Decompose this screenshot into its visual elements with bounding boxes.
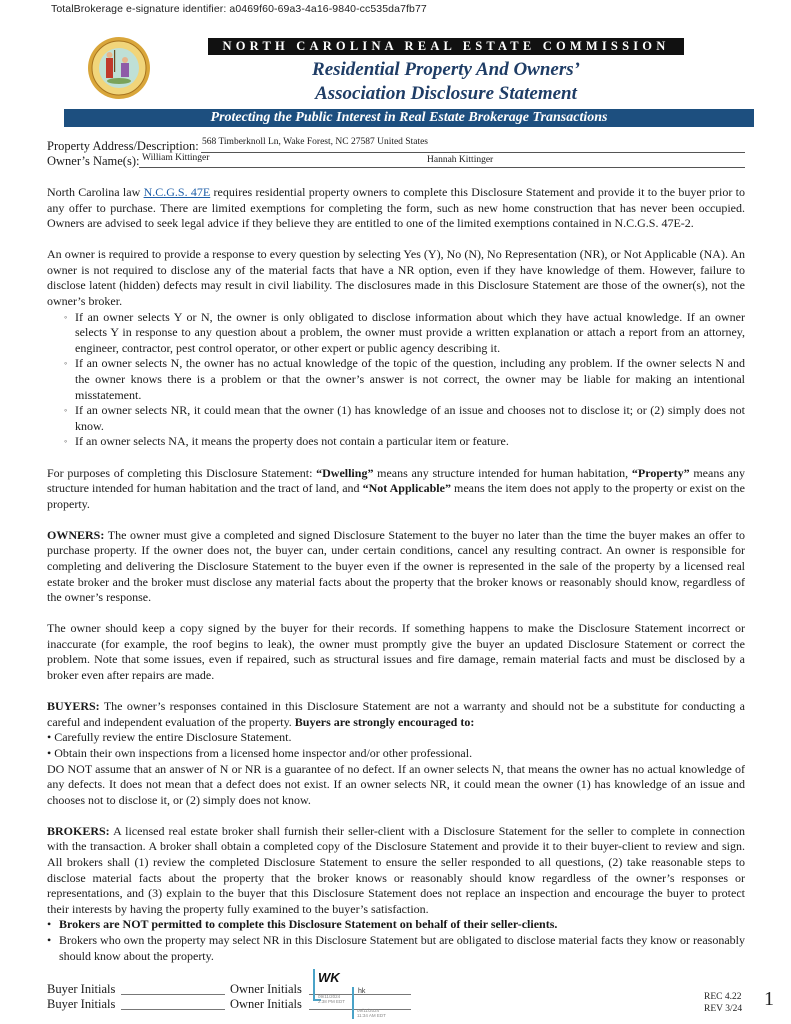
timestamp-time: 2:38 PM EDT: [318, 999, 346, 1004]
list-item: [64, 403, 745, 434]
list-item-text: If an owner selects NA, it means the property does not contain a particular item or feature.: [75, 434, 509, 449]
owner-1-initials-signature: WK: [318, 970, 340, 985]
definitions-paragraph: [47, 466, 745, 513]
brokers-not-permitted: Brokers are NOT permitted to complete this Disclosure Statement on behalf of their seller-clients.: [59, 917, 558, 932]
owner-initials-label: Owner Initials: [230, 982, 302, 996]
brokers-heading: BROKERS:: [47, 823, 110, 838]
owner-name-1-field[interactable]: William Kittinger: [142, 153, 210, 163]
buyers-text: The owner’s responses contained in this Disclosure Statement are not a warranty and should not be a substitute for conducting a careful and independent evaluation of the property.: [47, 699, 745, 729]
list-item-text: If an owner selects Y or N, the owner is only obligated to disclose information about which they have actual knowledge. If an owner selects Y in response to any question about a problem, the owner must provide a written explanation or attach a report from an attorney, engineer, contractor, pest control operator, or other expert or public agency describing it.: [75, 309, 745, 355]
list-item: [47, 933, 745, 964]
document-title: [208, 58, 684, 106]
list-item: [64, 434, 745, 450]
intro-paragraph-1: [47, 185, 745, 232]
property-address-label: Property Address/Description:: [47, 139, 199, 153]
nc-seal-icon: [87, 36, 151, 100]
buyer-initials-label: Buyer Initials: [47, 982, 116, 996]
buyers-paragraph-2: DO NOT assume that an answer of N or NR is a guarantee of no defect. If an owner selects N, that means the owner has no actual knowledge of any defects. It does not mean that a defect does not exist. If an owner selects NR, it could mean the owner (1) has knowledge of an issue and chooses not to disclose it, or (2) simply does not know.: [47, 761, 745, 807]
owners-paragraph-1: [47, 528, 745, 606]
term-not-applicable: “Not Applicable”: [362, 481, 451, 496]
esignature-identifier: TotalBrokerage e-signature identifier: a0469f60-69a3-4a16-9840-cc535da7fb77: [51, 3, 427, 15]
property-address-field[interactable]: 568 Timberknoll Ln, Wake Forest, NC 27587 United States: [202, 137, 429, 147]
def-not-applicable: means the item does not apply to the property or exist on the property.: [47, 481, 745, 511]
buyers-list: [47, 730, 745, 761]
hollow-bullet-icon: ◦: [64, 311, 68, 322]
signature-marker-1: [313, 969, 315, 1001]
def-property: means any structure intended for human habitation and the tract of land, and: [47, 465, 745, 496]
owner-1-signature-timestamp: [318, 994, 345, 1004]
owner-names-label: Owner’s Name(s):: [47, 154, 140, 168]
form-revision: [704, 992, 742, 1015]
def-dwelling: means any structure intended for human habitation,: [373, 465, 632, 480]
term-dwelling: “Dwelling”: [316, 465, 374, 480]
bullet-icon: •: [47, 917, 52, 932]
buyers-paragraph-1: [47, 699, 745, 730]
brokers-paragraph-1: [47, 824, 745, 918]
list-item: [47, 730, 745, 746]
hollow-bullet-icon: ◦: [64, 405, 68, 416]
signature-marker-2: [352, 987, 354, 1019]
timestamp-time: 11:34 AM EDT: [357, 1013, 386, 1018]
owner-2-initials-signature: hk: [358, 988, 366, 995]
hollow-bullet-icon: ◦: [64, 436, 68, 447]
ncgs-47e-link[interactable]: N.C.G.S. 47E: [143, 185, 211, 199]
list-item: [64, 309, 745, 357]
list-item: [64, 356, 745, 403]
response-options-list: [47, 310, 745, 450]
buyers-encouraged: Buyers are strongly encouraged to:: [294, 714, 475, 729]
form-code: REC 4.22: [704, 992, 742, 1002]
list-item: [47, 917, 745, 933]
owner-initials-label: Owner Initials: [230, 997, 302, 1011]
bullet-icon: •: [47, 932, 52, 947]
buyer-initials-field-2[interactable]: [121, 1009, 225, 1010]
hollow-bullet-icon: ◦: [64, 358, 68, 369]
timestamp-date: 09/11/2024: [318, 994, 341, 999]
owner-names-underline: [139, 167, 745, 168]
bullet-icon: •: [47, 745, 52, 760]
title-line-1: Residential Property And Owners’: [312, 59, 580, 80]
timestamp-date: 09/11/2024: [357, 1008, 380, 1013]
owners-text: The owner must give a completed and signed Disclosure Statement to the buyer no later than the time the buyer makes an offer to purchase property. If the owner does not, the buyer can, under certain conditions, cancel any resulting contract. An owner is responsible for completing and delivering the Disclosure Statement to the buyer even if the owner is represented in the sale of the property by a licensed real estate broker and the broker must disclose any material facts about the property that the broker knows or reasonably should know, regardless of the owner’s response.: [47, 527, 745, 605]
buyers-heading: BUYERS:: [47, 699, 100, 714]
owner-2-signature-timestamp: [357, 1008, 386, 1018]
property-address-row: [47, 137, 745, 154]
owner-names-row: [47, 153, 745, 169]
owners-heading: OWNERS:: [47, 527, 105, 542]
brokers-text: A licensed real estate broker shall furnish their seller-client with a Disclosure Statement for the seller to complete in connection with the transaction. A broker shall obtain a completed copy of the Disclosure Statement and provide it to their buyer-client to review and sign. All brokers shall (1) review the completed Disclosure Statement to ensure the seller responded to all questions, (2) take reasonable steps to disclose material facts about the property that the broker knows or reasonably should know regardless of the owner’s responses or representations, and (3) explain to the buyer that this Disclosure Statement does not replace an inspection and encourage the buyer to protect their interests by having the property fully examined to the buyer’s satisfaction.: [47, 823, 745, 916]
buyer-initials-label: Buyer Initials: [47, 997, 116, 1011]
list-item: [47, 746, 745, 762]
list-item-text: Carefully review the entire Disclosure Statement.: [54, 730, 292, 745]
page-number: 1: [764, 988, 774, 1010]
intro-section: [47, 185, 745, 964]
list-item-text: If an owner selects NR, it could mean that the owner (1) has knowledge of an issue and chooses not to disclose it; or (2) simply does not know.: [75, 403, 745, 433]
list-item-text: If an owner selects N, the owner has no actual knowledge of the topic of the question, including any problem. If the owner selects N and the owner knows there is a problem or that the owner’s answer is not correct, the owner may be liable for making an intentional misstatement.: [75, 356, 745, 402]
buyer-initials-field-1[interactable]: [121, 994, 225, 995]
commission-banner: NORTH CAROLINA REAL ESTATE COMMISSION: [208, 38, 684, 55]
owners-paragraph-2: The owner should keep a copy signed by the buyer for their records. If something happens to make the Disclosure Statement incorrect or inaccurate (for example, the roof begins to leak), the owner must promptly give the buyer an updated Disclosure Statement or correct the problem. Note that some issues, even if repaired, such as structural issues and fire damage, remain material facts and must be disclosed by a broker even after repairs are made.: [47, 621, 745, 683]
intro-text-cont: requires residential property owners to complete this Disclosure Statement and provide it to the buyer prior to any offer to purchase. There are limited exemptions for completing the form, such as new home construction that has never been occupied. Owners are advised to seek legal advice if they believe they are entitled to one of the limited exemptions contained in N.C.G.S. 47E-2.: [47, 185, 746, 231]
bullet-icon: •: [47, 730, 52, 745]
definitions-lead: For purposes of completing this Disclosure Statement:: [47, 465, 317, 480]
list-item-text: Obtain their own inspections from a licensed home inspector and/or other professional.: [54, 745, 473, 760]
term-property: “Property”: [631, 465, 690, 480]
intro-text: North Carolina law: [47, 185, 144, 199]
tagline-banner: Protecting the Public Interest in Real Estate Brokerage Transactions: [64, 109, 754, 127]
intro-paragraph-2: An owner is required to provide a response to every question by selecting Yes (Y), No (N), No Representation (NR), or Not Applicable (NA). An owner is not required to disclose any of the material facts that have a NR option, even if they have knowledge of them. However, failure to disclose latent (hidden) defects may result in civil liability. The disclosures made in this Disclosure Statement are those of the owner(s), not the owner’s broker.: [47, 247, 745, 309]
revision-date: REV 3/24: [704, 1003, 743, 1014]
title-line-2: Association Disclosure Statement: [315, 83, 577, 104]
list-item-text: Brokers who own the property may select NR in this Disclosure Statement but are obligated to disclose material facts they know or reasonably should know about the property.: [59, 932, 745, 963]
brokers-list: [47, 917, 745, 964]
owner-name-2-field[interactable]: Hannah Kittinger: [427, 155, 494, 165]
